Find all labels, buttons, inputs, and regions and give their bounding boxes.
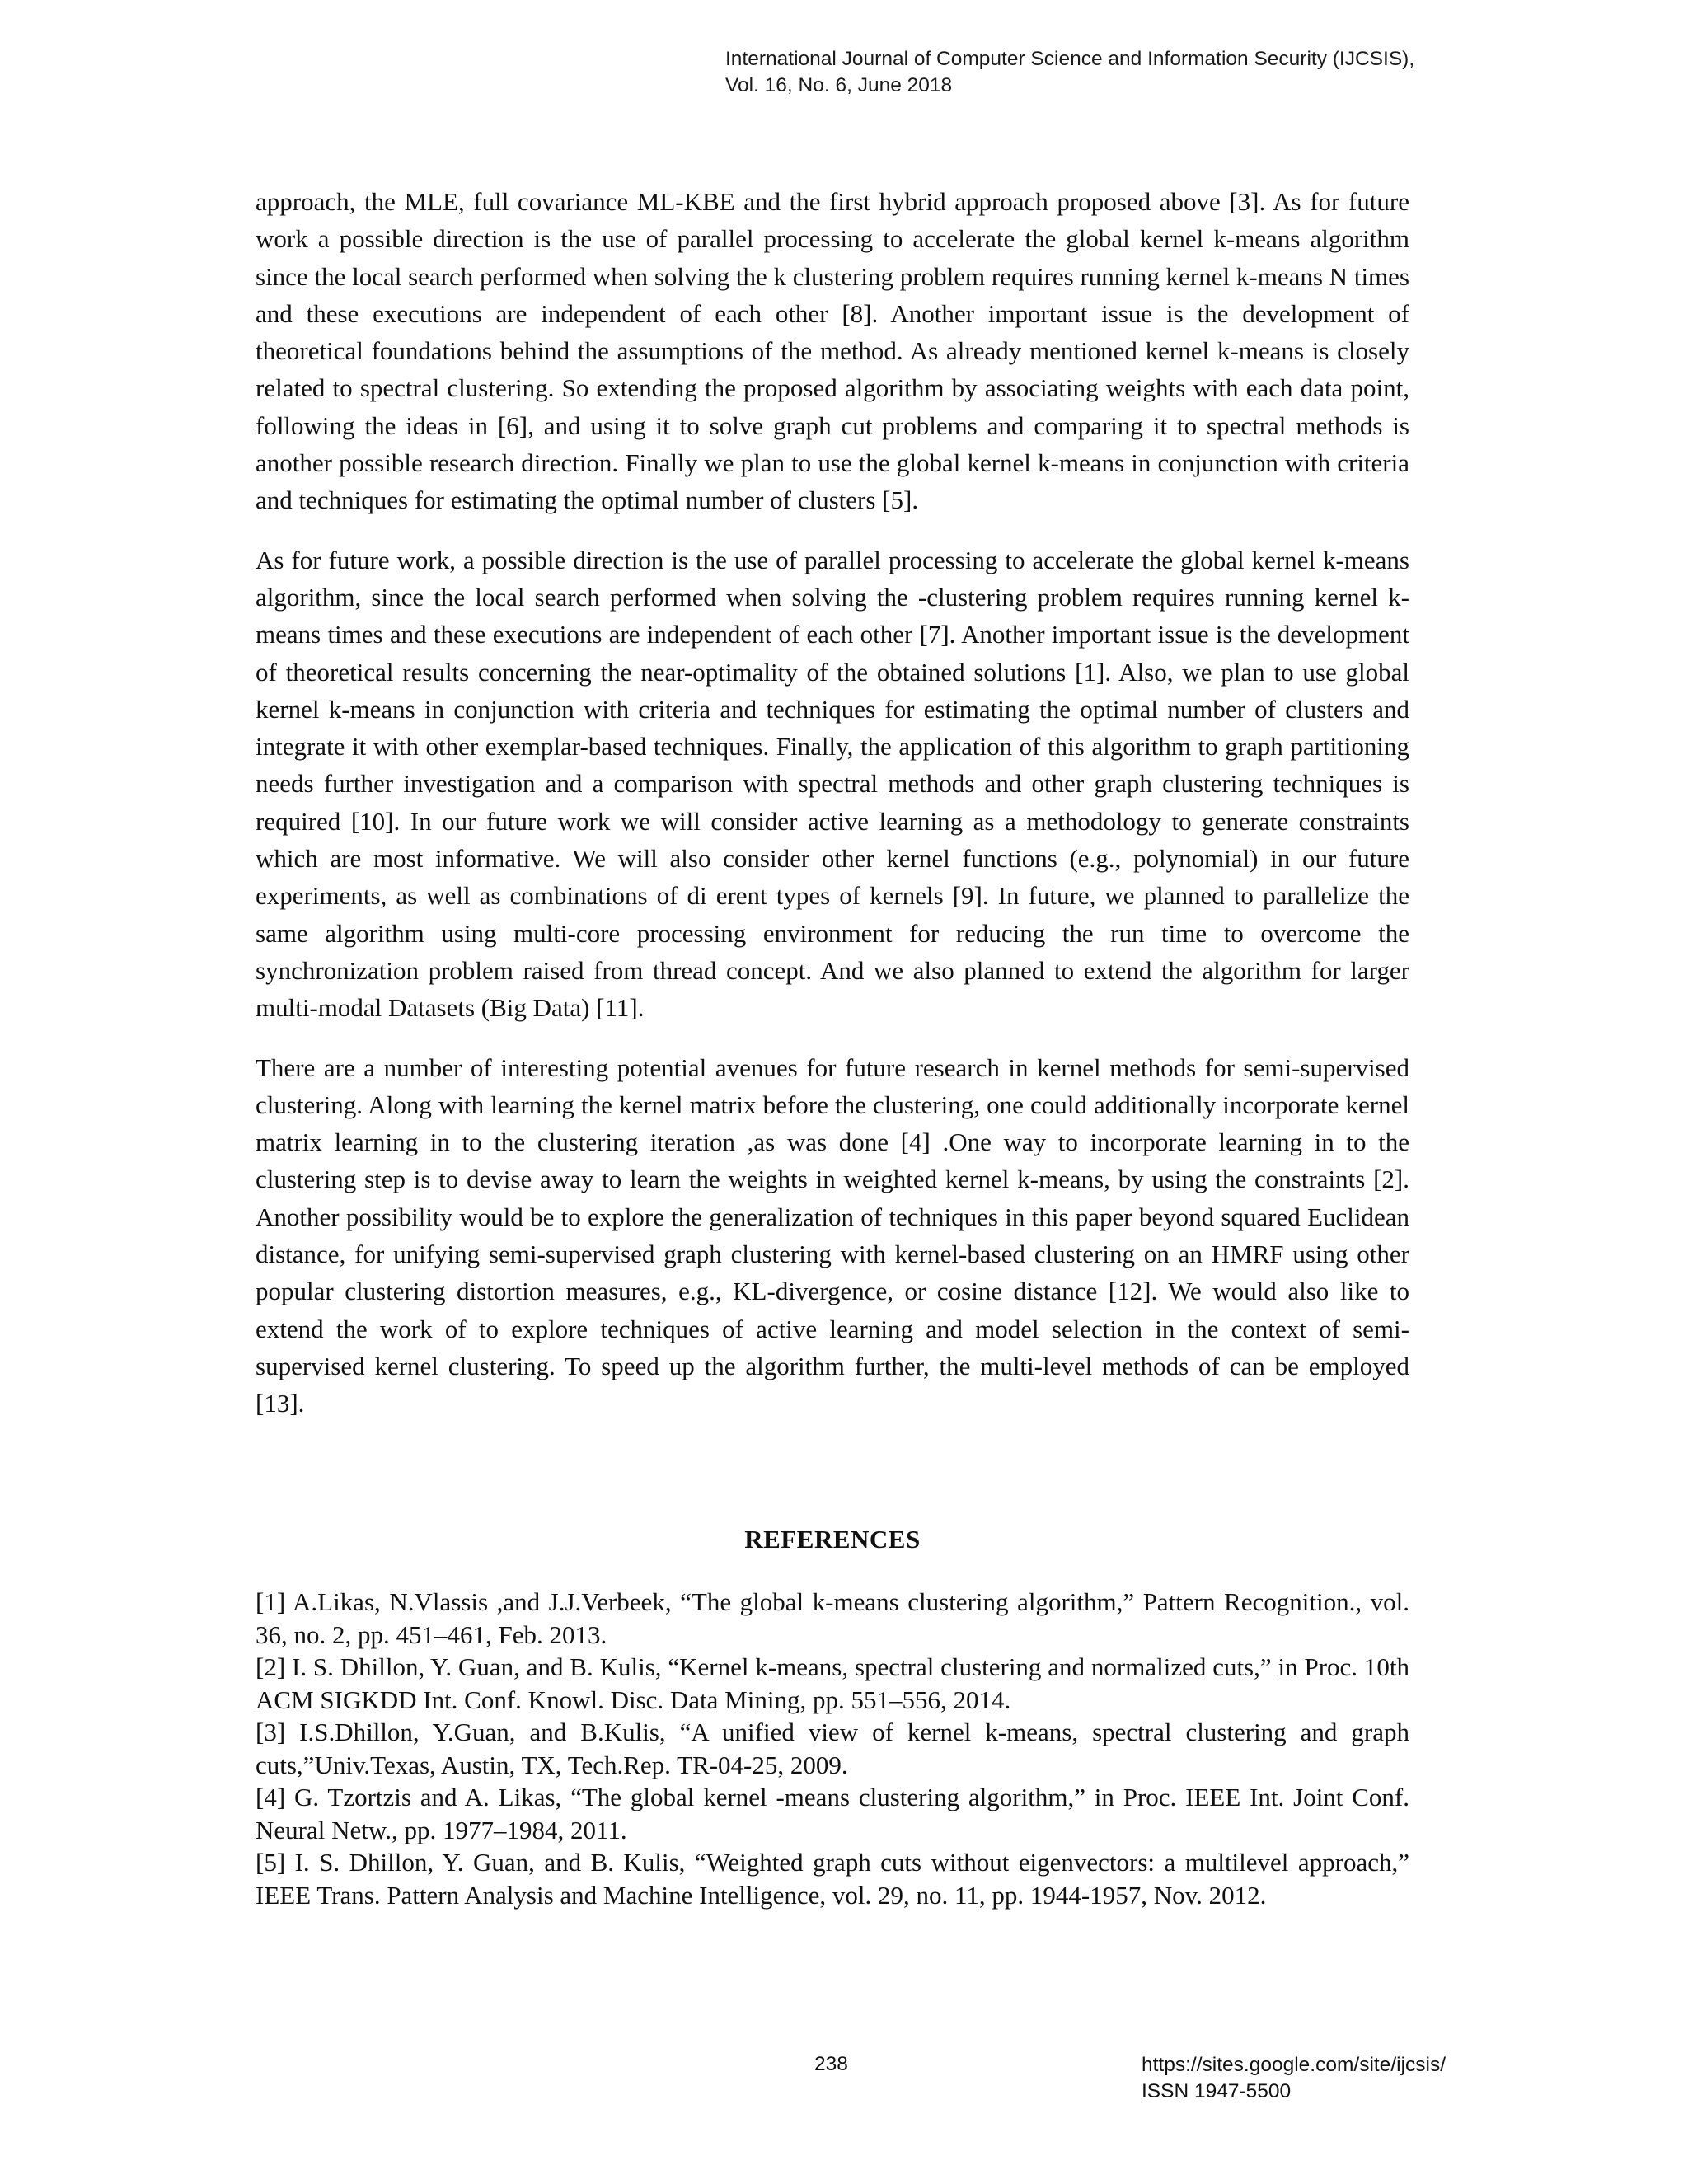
journal-title: International Journal of Computer Science and Information Security (IJCSIS),: [725, 48, 1415, 70]
footer-info: [1142, 2052, 1446, 2105]
page-number: 238: [814, 2053, 848, 2075]
journal-header: [725, 46, 1414, 99]
references-heading: REFERENCES: [744, 1525, 921, 1554]
paragraph-1: approach, the MLE, full covariance ML-KBE and the first hybrid approach proposed above [3]. As for future work a possible direction is the use of parallel processing to accelerate the global kernel k-means algorithm since the local search performed when solving the k clustering problem requires running kernel k-means N times and these executions are independent of each other [8]. Another important issue is the development of theoretical foundations behind the assumptions of the method. As already mentioned kernel k-means is closely related to spectral clustering. So extending the proposed algorithm by associating weights with each data point, following the ideas in [6], and using it to solve graph cut problems and comparing it to spectral methods is another possible research direction. Finally we plan to use the global kernel k-means in conjunction with criteria and techniques for estimating the optimal number of clusters [5].: [256, 187, 1409, 515]
reference-item: [3] I.S.Dhillon, Y.Guan, and B.Kulis, “A unified view of kernel k-means, spectral clustering and graph cuts,”Univ.Texas, Austin, TX, Tech.Rep. TR-04-25, 2009.: [256, 1718, 1409, 1779]
references-list: [256, 1586, 1409, 1911]
reference-item: [2] I. S. Dhillon, Y. Guan, and B. Kulis, “Kernel k-means, spectral clustering and normalized cuts,” in Proc. 10th ACM SIGKDD Int. Conf. Knowl. Disc. Data Mining, pp. 551–556, 2014.: [256, 1652, 1409, 1714]
reference-item: [4] G. Tzortzis and A. Likas, “The global kernel -means clustering algorithm,” in Proc. IEEE Int. Joint Conf. Neural Netw., pp. 1977–1984, 2011.: [256, 1783, 1409, 1844]
paragraph-2: As for future work, a possible direction is the use of parallel processing to accelerate the global kernel k-means algorithm, since the local search performed when solving the -clustering problem requires running kernel k-means times and these executions are independent of each other [7]. Another important issue is the development of theoretical results concerning the near-optimality of the obtained solutions [1]. Also, we plan to use global kernel k-means in conjunction with criteria and techniques for estimating the optimal number of clusters and integrate it with other exemplar-based techniques. Finally, the application of this algorithm to graph partitioning needs further investigation and a comparison with spectral methods and other graph clustering techniques is required [10]. In our future work we will consider active learning as a methodology to generate constraints which are most informative. We will also consider other kernel functions (e.g., polynomial) in our future experiments, as well as combinations of di erent types of kernels [9]. In future, we planned to parallelize the same algorithm using multi-core processing environment for reducing the run time to overcome the synchronization problem raised from thread concept. And we also planned to extend the algorithm for larger multi-modal Datasets (Big Data) [11].: [256, 545, 1409, 1023]
journal-volume: Vol. 16, No. 6, June 2018: [725, 74, 953, 96]
footer-issn: ISSN 1947-5500: [1142, 2080, 1292, 2102]
footer-url: https://sites.google.com/site/ijcsis/: [1142, 2054, 1447, 2076]
paragraph-3: There are a number of interesting potential avenues for future research in kernel methods for semi-supervised clustering. Along with learning the kernel matrix before the clustering, one could additionally incorporate kernel matrix learning in to the clustering iteration ,as was done [4] .One way to incorporate learning in to the clustering step is to devise away to learn the weights in weighted kernel k-means, by using the constraints [2]. Another possibility would be to explore the generalization of techniques in this paper beyond squared Euclidean distance, for unifying semi-supervised graph clustering with kernel-based clustering on an HMRF using other popular clustering distortion measures, e.g., KL-divergence, or cosine distance [12]. We would also like to extend the work of to explore techniques of active learning and model selection in the context of semi-supervised kernel clustering. To speed up the algorithm further, the multi-level methods of can be employed [13].: [256, 1052, 1409, 1418]
body-text: [256, 183, 1409, 1445]
reference-item: [5] I. S. Dhillon, Y. Guan, and B. Kulis, “Weighted graph cuts without eigenvectors: a multilevel approach,” IEEE Trans. Pattern Analysis and Machine Intelligence, vol. 29, no. 11, pp. 1944-1957, Nov. 2012.: [256, 1848, 1409, 1910]
reference-item: [1] A.Likas, N.Vlassis ,and J.J.Verbeek, “The global k-means clustering algorithm,” Pattern Recognition., vol. 36, no. 2, pp. 451–461, Feb. 2013.: [256, 1587, 1409, 1649]
